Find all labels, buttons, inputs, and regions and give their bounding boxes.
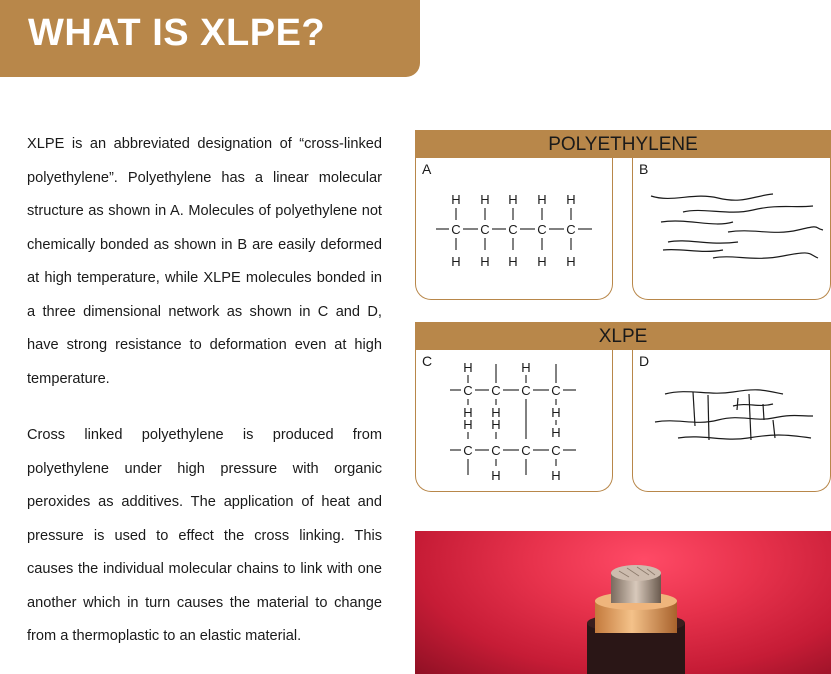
intro-paragraph: XLPE is an abbreviated designation of “cross-linked polyethylene”. Polyethylene has a linear molecular structure as shown in A. Molecules of polyethylene not chemically bonded as shown in B are easily deformed at high temperature, while XLPE molecules bonded in a three dimensional network as shown in C and D, have strong resistance to deformation even at high temperature. [27, 136, 382, 387]
diagram-b-unbonded-chains [632, 158, 831, 300]
hydrogen-atom: H [451, 192, 461, 207]
carbon-atom: C [491, 443, 501, 458]
carbon-atom: C [521, 383, 531, 398]
crosslinked-molecule-diagram [416, 350, 614, 492]
cable-illustration [415, 531, 831, 674]
hydrogen-atom: H [480, 192, 490, 207]
hydrogen-atom: H [551, 405, 561, 420]
diagram-a-linear-structure [415, 158, 613, 300]
linear-molecule-diagram [416, 158, 614, 300]
hydrogen-atom: H [463, 360, 473, 375]
hydrogen-atom: H [463, 417, 473, 432]
network-diagram [633, 350, 831, 492]
carbon-atom: C [521, 443, 531, 458]
hydrogen-atom: H [551, 425, 561, 440]
production-paragraph: Cross linked polyethylene is produced from polyethylene under high pressure with organic peroxides as additives. The application of heat and pressure is used to effect the cross linking. This causes the individual molecular chains to link with one another which in turn causes the material to change from a thermoplastic to an elastic material. [27, 427, 382, 644]
hydrogen-atom: H [521, 360, 531, 375]
diagram-c-crosslinked-structure [415, 350, 613, 492]
hydrogen-atom: H [508, 254, 518, 269]
xlpe-header: XLPE [415, 322, 831, 350]
carbon-atom: C [566, 222, 576, 237]
carbon-atom: C [480, 222, 490, 237]
label-c: C [422, 353, 433, 369]
carbon-atom: C [551, 383, 561, 398]
carbon-atom: C [508, 222, 518, 237]
hydrogen-atom: H [463, 405, 473, 420]
polyethylene-header: POLYETHYLENE [415, 130, 831, 158]
hydrogen-atom: H [537, 192, 547, 207]
carbon-atom: C [451, 222, 461, 237]
title-banner [0, 0, 420, 77]
unbonded-chains-diagram [633, 158, 831, 300]
page-title: WHAT IS XLPE? [28, 12, 326, 54]
hydrogen-atom: H [491, 468, 501, 483]
hydrogen-atom: H [566, 254, 576, 269]
label-a: A [422, 161, 432, 177]
cable-photo [415, 531, 831, 674]
hydrogen-atom: H [551, 468, 561, 483]
carbon-atom: C [463, 383, 473, 398]
hydrogen-atom: H [566, 192, 576, 207]
carbon-atom: C [551, 443, 561, 458]
diagram-d-network [632, 350, 831, 492]
hydrogen-atom: H [480, 254, 490, 269]
hydrogen-atom: H [491, 417, 501, 432]
label-d: D [639, 353, 650, 369]
carbon-atom: C [491, 383, 501, 398]
carbon-atom: C [463, 443, 473, 458]
carbon-atom: C [537, 222, 547, 237]
label-b: B [639, 161, 649, 177]
hydrogen-atom: H [508, 192, 518, 207]
hydrogen-atom: H [451, 254, 461, 269]
hydrogen-atom: H [537, 254, 547, 269]
hydrogen-atom: H [491, 405, 501, 420]
